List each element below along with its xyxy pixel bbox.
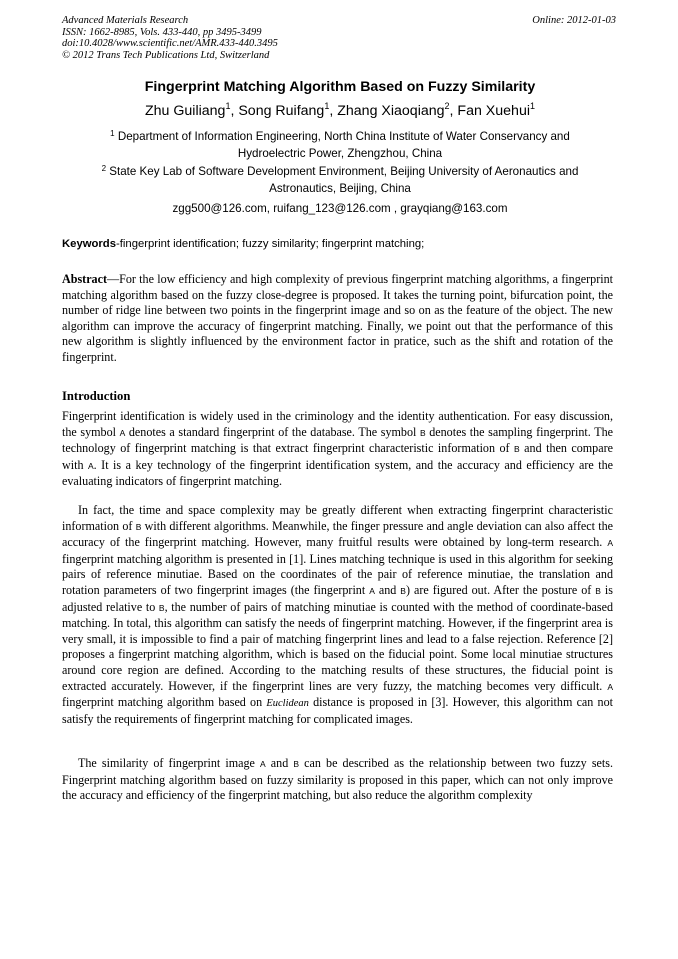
author-name: Fan Xuehui bbox=[457, 103, 530, 119]
author-affiliation-mark: 1 bbox=[324, 101, 330, 111]
intro-paragraph-1 bbox=[62, 409, 613, 490]
online-date: Online: 2012-01-03 bbox=[532, 15, 616, 26]
affiliation-text: State Key Lab of Software Development Environment, Beijing University of Aeronautics and Astronautics, Beijing, China bbox=[109, 165, 579, 195]
intro-paragraph-2 bbox=[62, 503, 613, 727]
author-name: Zhang Xiaoqiang bbox=[337, 103, 445, 119]
math-symbol: B bbox=[400, 585, 406, 596]
text-run: ) are figured out. After the posture of bbox=[405, 582, 596, 597]
math-symbol: A bbox=[260, 759, 266, 769]
journal-name: Advanced Materials Research bbox=[62, 15, 189, 26]
math-symbol: B bbox=[595, 585, 601, 596]
author-emails: zgg500@126.com, ruifang_123@126.com , grayqiang@163.com bbox=[172, 202, 508, 215]
affiliation-text: Department of Information Engineering, North China Institute of Water Conservancy and Hydroelectric Power, Zhengzhou, China bbox=[117, 130, 570, 160]
math-symbol: B bbox=[135, 521, 142, 532]
issn-line: ISSN: 1662-8985, Vols. 433-440, pp 3495-3499 bbox=[62, 26, 262, 38]
text-run: In fact, the time and space complexity may be greatly different when extracting fingerprint characteristic information of bbox=[62, 503, 613, 533]
math-symbol: A bbox=[119, 427, 126, 438]
math-symbol: A bbox=[607, 538, 613, 549]
author-affiliation-mark: 1 bbox=[225, 101, 231, 111]
author-list: Zhu Guiliang$^1$, Song Ruifang$^1$, Zhang Xiaoqiang$^2$, Fan Xuehui$^1$ bbox=[144, 101, 536, 119]
text-run: and then compare with bbox=[62, 441, 613, 472]
math-symbol: B bbox=[158, 602, 165, 613]
affiliation-1 bbox=[80, 129, 600, 162]
text-run: , the number of pairs of matching minutiae is counted with the method of coordinate-based matching. In total, this algorithm can satisfy the needs of fingerprint matching. However, if the fingerprint area is very small, it is impossible to find a pair of matching fingerprint lines and lead to a false rejection. Reference [2] proposes a fingerprint matching algorithm, which is based on the fiducial point. Some local minutiae structures around core region are defined. According to the matching results of these structures, the fiducial point is extracted accurately. However, if the fingerprint lines are very fuzzy, the matching becomes very difficult. bbox=[62, 599, 613, 693]
keywords-text: -fingerprint identification; fuzzy similarity; fingerprint matching; bbox=[116, 238, 425, 250]
author-name: Zhu Guiliang bbox=[144, 103, 226, 119]
abstract-label: Abstract bbox=[62, 272, 108, 286]
text-run: Fingerprint identification is widely used in the criminology and the identity authentication. For easy discussion, the symbol bbox=[62, 409, 613, 439]
math-symbol: A bbox=[88, 460, 94, 471]
text-run: denotes the sampling fingerprint. The technology of fingerprint matching is that extract fingerprint characteristic information of bbox=[62, 424, 613, 456]
abstract-text: —For the low efficiency and high complexity of previous fingerprint matching algorithms, a fingerprint matching algorithm based on the fuzzy close-degree is proposed. It takes the turning point, bifurcation point, the number of ridge line between two points in the fingerprint image and so on as the feature of the object. The new algorithm can improve the accuracy of fingerprint matching. Finally, we point out that the performance of this new algorithm is slightly influenced by the environment factor in pratice, such as the shift and rotation of the fingerprint. bbox=[62, 272, 613, 364]
author-affiliation-mark: 2 bbox=[444, 101, 450, 111]
affiliation-mark: 1 bbox=[110, 129, 115, 138]
math-symbol: B bbox=[419, 427, 426, 438]
text-run: is adjusted relative to bbox=[62, 582, 613, 614]
author-name: Song Ruifang bbox=[238, 103, 325, 119]
doi-line: doi:10.4028/www.scientific.net/AMR.433-440.3495 bbox=[62, 38, 278, 50]
math-term: Euclidean bbox=[266, 698, 309, 710]
keywords-label: Keywords bbox=[62, 238, 116, 250]
text-run: denotes a standard fingerprint of the database. The symbol bbox=[125, 424, 420, 439]
text-run: The similarity of fingerprint image bbox=[78, 756, 261, 770]
abstract bbox=[62, 272, 613, 366]
affiliation-mark: 2 bbox=[101, 164, 107, 173]
text-run: can be described as the relationship between two fuzzy sets. Fingerprint matching algorithm based on fuzzy similarity is proposed in this paper, which can not only improve the accuracy and efficiency of the fingerprint matching, but also reduce the algorithm complexity bbox=[62, 756, 613, 803]
text-run: with different algorithms. Meanwhile, the finger pressure and angle deviation can also affect the accuracy of the fingerprint matching. However, many fruitful results were obtained by long-term research. bbox=[62, 518, 613, 550]
text-run: distance is proposed in [3]. However, this algorithm can not satisfy the requirements of fingerprint matching for complicated images. bbox=[62, 695, 613, 726]
math-symbol: B bbox=[514, 444, 520, 455]
text-run: . It is a key technology of the fingerprint identification system, and the accuracy and efficiency are the evaluating indicators of fingerprint matching. bbox=[62, 457, 614, 489]
paper-title: Fingerprint Matching Algorithm Based on Fuzzy Similarity bbox=[144, 79, 536, 95]
section-heading-introduction: Introduction bbox=[62, 389, 131, 403]
text-run: fingerprint matching algorithm is presented in [1]. Lines matching technique is used in this algorithm for seeking pairs of reference minutiae. Based on the coordinates of the pair of reference minutiae, the translation and rotation parameters of two fingerprint images (the fingerprint bbox=[62, 551, 613, 597]
copyright-line: © 2012 Trans Tech Publications Ltd, Switzerland bbox=[62, 49, 270, 61]
author-affiliation-mark: 1 bbox=[530, 101, 536, 111]
math-symbol: A bbox=[607, 681, 613, 692]
math-symbol: B bbox=[293, 759, 300, 769]
affiliation-2 bbox=[80, 164, 600, 197]
text-run: and bbox=[374, 582, 401, 597]
text-run: fingerprint matching algorithm based on bbox=[62, 695, 267, 710]
text-run: and bbox=[265, 756, 294, 770]
journal-header bbox=[62, 15, 618, 61]
intro-paragraph-3 bbox=[62, 756, 613, 804]
math-symbol: A bbox=[369, 585, 375, 596]
keywords bbox=[62, 237, 618, 252]
